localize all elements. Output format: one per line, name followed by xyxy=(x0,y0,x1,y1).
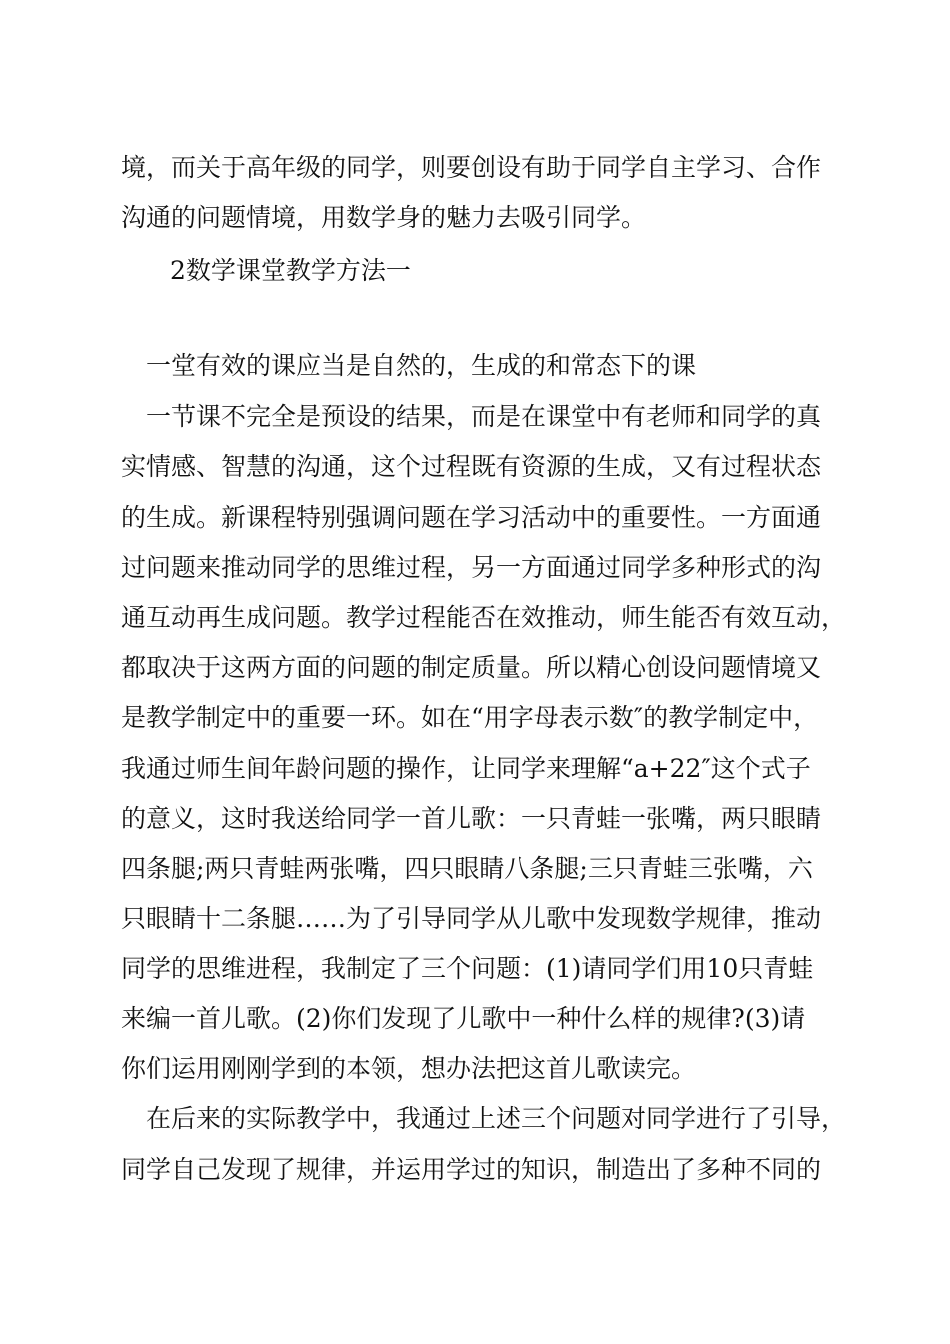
paragraph-2-line-4: 过问题来推动同学的思维过程，另一方面通过同学多种形式的沟 xyxy=(121,553,822,582)
paragraph-2-line-13: 来编一首儿歌。(2)你们发现了儿歌中一种什么样的规律?(3)请 xyxy=(121,1004,806,1033)
paragraph-2-line-10: 四条腿;两只青蛙两张嘴，四只眼睛八条腿;三只青蛙三张嘴，六 xyxy=(121,854,813,883)
paragraph-1-line-2: 沟通的问题情境，用数学身的魅力去吸引同学。 xyxy=(121,203,647,232)
paragraph-3-line-1: 在后来的实际教学中，我通过上述三个问题对同学进行了引导， xyxy=(146,1104,847,1133)
section-heading: 2数学课堂教学方法一 xyxy=(170,256,411,285)
paragraph-2-line-1: 一节课不完全是预设的结果，而是在课堂中有老师和同学的真 xyxy=(146,402,822,431)
paragraph-2-line-5: 通互动再生成问题。教学过程能否在效推动，师生能否有效互动， xyxy=(121,603,847,632)
paragraph-2-line-6: 都取决于这两方面的问题的制定质量。所以精心创设问题情境又 xyxy=(121,653,822,682)
paragraph-2-line-2: 实情感、智慧的沟通，这个过程既有资源的生成，又有过程状态 xyxy=(121,452,822,481)
paragraph-3-line-2: 同学自己发现了规律，并运用学过的知识，制造出了多种不同的 xyxy=(121,1155,822,1184)
paragraph-2-line-7: 是教学制定中的重要一环。如在“用字母表示数″的教学制定中， xyxy=(121,703,819,732)
paragraph-2-line-8: 我通过师生间年龄问题的操作，让同学来理解“a+22″这个式子 xyxy=(121,754,811,783)
paragraph-2-line-12: 同学的思维进程，我制定了三个问题：(1)请同学们用10只青蛙 xyxy=(121,954,814,983)
paragraph-2-line-14: 你们运用刚刚学到的本领，想办法把这首儿歌读完。 xyxy=(121,1054,697,1083)
section-subheading: 一堂有效的课应当是自然的，生成的和常态下的课 xyxy=(146,351,697,380)
paragraph-2-line-11: 只眼睛十二条腿……为了引导同学从儿歌中发现数学规律，推动 xyxy=(121,904,822,933)
paragraph-1-line-1: 境，而关于高年级的同学，则要创设有助于同学自主学习、合作 xyxy=(121,153,822,182)
paragraph-2-line-3: 的生成。新课程特别强调问题在学习活动中的重要性。一方面通 xyxy=(121,503,822,532)
paragraph-2-line-9: 的意义，这时我送给同学一首儿歌：一只青蛙一张嘴，两只眼睛 xyxy=(121,804,822,833)
